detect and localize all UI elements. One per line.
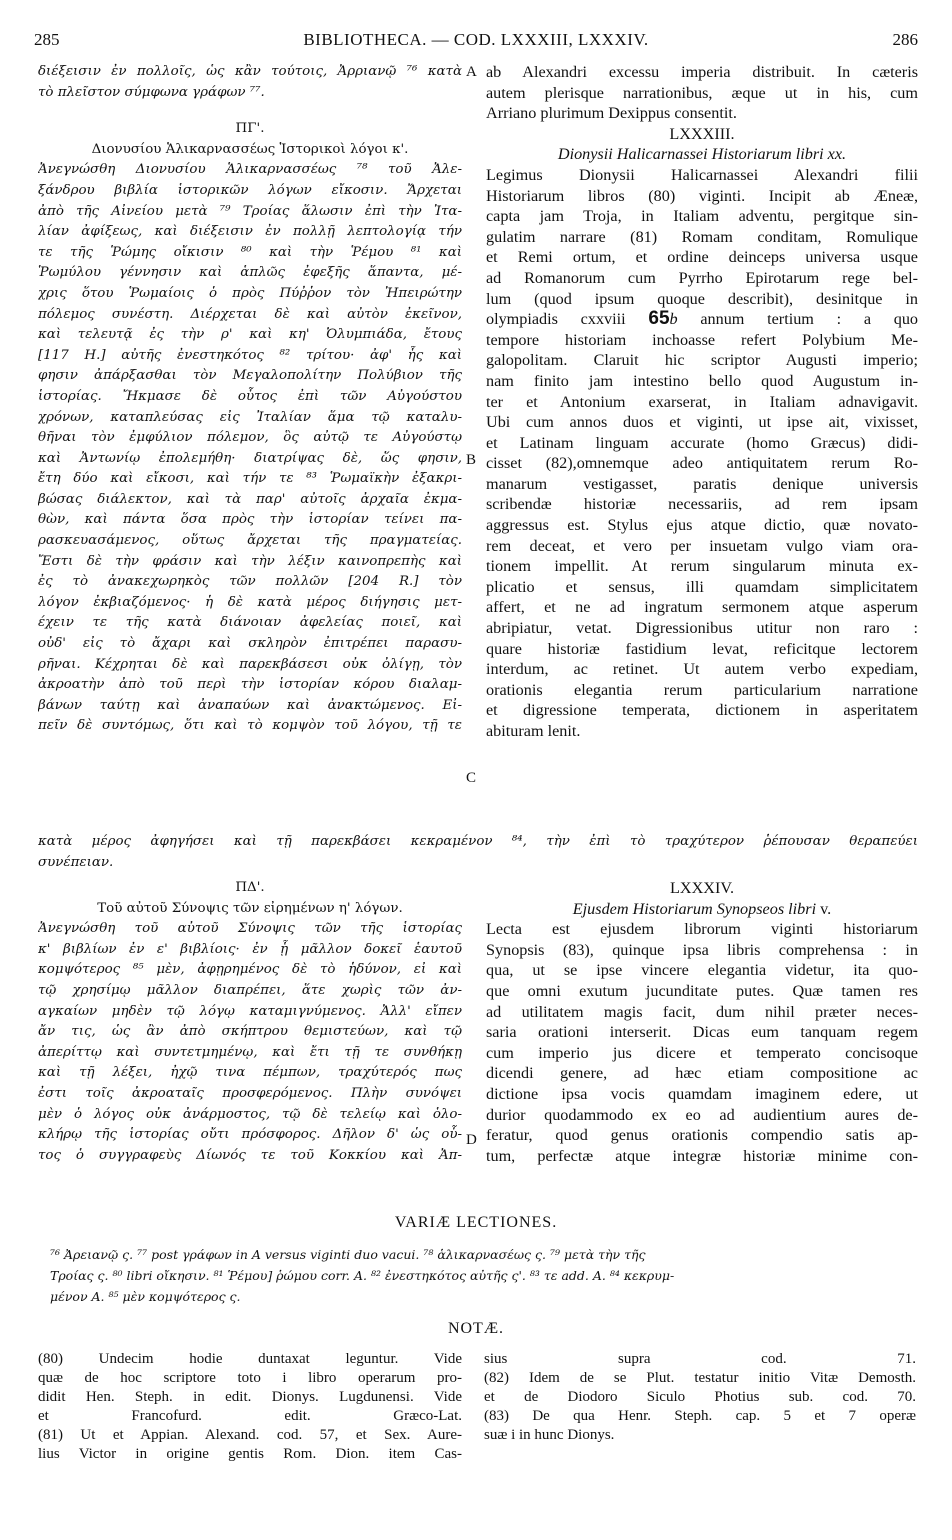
notae-left	[38, 1350, 462, 1464]
greek-line: μὲν ὁ λόγος οὐκ ἀνάρμοστος, τῷ δὲ τελείῳ καὶ ὁλο-	[38, 1106, 462, 1122]
greek-line: τὸ πλεῖστον σύμφωνα γράφων ⁷⁷.	[38, 84, 265, 100]
greek-column-cod84	[38, 878, 462, 1166]
latin-column-cod84	[486, 878, 918, 1166]
greek-line: κομψότερος ⁸⁵ μὲν, ἀφῃρημένος δὲ τὸ ἡδύνον, εἰ καὶ	[38, 962, 462, 978]
codex-83-title-greek: Διονυσίου Ἁλικαρνασσέως Ἱστορικοὶ λόγοι κ'.	[91, 141, 409, 157]
greek-line: ἐς τὸ ἀνακεχωρηκὸς τῶν πολλῶν [204 R.] τὸν	[38, 574, 462, 590]
greek-line: διέξεισιν ἐν πολλοῖς, ὡς κἂν τούτοις, Ἀρριανῷ ⁷⁶ κατὰ	[38, 64, 462, 79]
note-line: et Francofurd. edit. Græco-Lat.	[38, 1408, 462, 1424]
latin-line: orationis elegantia rerum particularium narratione	[486, 680, 918, 699]
greek-line: κλήρῳ τῆς ἱστορίας οὔτι πρόσφορος. Δῆλον δ' ὡς οὗ-	[38, 1127, 462, 1143]
greek-line: φησιν ἀπάρξασθαι τὸν Μεγαλοπολίτην Πολύβιον τῆς	[38, 368, 462, 384]
latin-line: interdum, ac retinet. Ut autem verbo expediam,	[486, 660, 918, 679]
variae-lectiones-title: VARIÆ LECTIONES.	[394, 1214, 558, 1231]
latin-line: dicendi genere, ad hæc etiam compositione ac	[486, 1064, 918, 1083]
latin-line: lum (quod ipsum quoque describit), desinitque in	[486, 289, 918, 308]
greek-line: τε τῆς Ῥώμης οἴκισιν ⁸⁰ καὶ τὴν Ῥέμου ⁸¹ καὶ	[38, 244, 462, 260]
greek-line: πεῖν δὲ συντόμως, ὅτι καὶ τὸ κομψὸν τοῦ λόγου, τῇ τε	[38, 718, 462, 734]
latin-line: ter et Antonium exarserat, in Italiam adnavigavit.	[486, 392, 918, 411]
variae-lectiones	[50, 1244, 918, 1307]
greek-line: ἔτη δύο καὶ εἴκοσι, καὶ τήν τε ⁸³ Ῥωμαϊκὴν ἐξακρι-	[38, 471, 462, 487]
olympiad-text-end: annum tertium : a quo	[700, 310, 918, 329]
greek-line: λίαν ἀφίξεως, καὶ διέξεισιν ἐν πολλῇ λεπτολογίᾳ τήν	[38, 224, 462, 240]
greek-line: έχειν τε τῆς κατὰ διάνοιαν ἀφελείας ποιεῖ, καὶ	[38, 615, 462, 631]
margin-letter-a: A	[466, 64, 477, 80]
latin-line: quare historiæ fastidium levat, reficitque lectorem	[486, 639, 918, 658]
latin-line: nam finito jam intestino bello quod Augustum in-	[486, 371, 918, 390]
latin-line: galopolitam. Claruit hic scriptor Augusti imperio;	[486, 351, 918, 370]
latin-column	[486, 62, 918, 742]
latin-line: saria orationi interserit. Dicas eum tanquam regem	[486, 1023, 918, 1042]
greek-line: ἀκροατὴν ἀπὸ τοῦ περὶ τὴν ἱστορίαν κόρου διαλαμ-	[38, 677, 462, 693]
note-line: (80) Undecim hodie duntaxat leguntur. Vide	[38, 1351, 462, 1367]
greek-line: τῷ χρησίμῳ μᾶλλον διαπρέπει, ἅτε χωρὶς τῶν ἀν-	[38, 982, 462, 998]
latin-line: dictione ipsa vocis quamdam imaginem edere, ut	[486, 1084, 918, 1103]
note-line: suæ i in hunc Dionys.	[484, 1427, 615, 1443]
greek-line: Ῥωμύλου γέννησιν καὶ ἁπλῶς ἐφεξῆς ἅπαντα, μέ-	[38, 265, 462, 281]
latin-line: Lecta est ejusdem librorum viginti historiarum	[486, 920, 918, 939]
latin-line: que omni exutum jucunditate putes. Quæ tamen res	[486, 981, 918, 1000]
greek-line: ἄν τις, ὡς ἂν ἀπὸ σκήπτρου θεμιστεύων, καὶ τῷ	[38, 1024, 462, 1040]
codex-84-title-greek: Τοῦ αὐτοῦ Σύνοψις τῶν εἰρημένων η' λόγων.	[97, 900, 403, 916]
greek-line: θὼν, καὶ πάντα ὅσα πρὸς τὴν ἱστορίαν τείνει πα-	[38, 512, 462, 528]
running-title: BIBLIOTHECA. — COD. LXXXIII, LXXXIV.	[303, 30, 649, 49]
latin-line: abituram lenit.	[486, 722, 581, 740]
codex-84-title-latin	[486, 899, 918, 920]
latin-line: tum, perfectæ atque integræ historiæ minime con-	[486, 1146, 918, 1165]
greek-line: βάνων ταύτῃ καὶ ἀναπαύων καὶ ἀνακτώμενος. Εἰ-	[38, 697, 462, 713]
full-width-line-1: κατὰ μέρος ἀφηγήσει καὶ τῇ παρεκβάσει κεκραμένον ⁸⁴, τὴν ἐπὶ τὸ τραχύτερον ῥέπουσαν θεραπεύει	[38, 834, 918, 849]
greek-line: καὶ τελευτᾷ ἐς τὴν ρ' καὶ κη' Ὀλυμπιάδα, ἔτους	[38, 327, 462, 343]
margin-letter-b: B	[466, 452, 477, 468]
latin-line: Legimus Dionysii Halicarnassei Alexandri filii	[486, 165, 918, 184]
latin-line: et Remi ortum, et ordine deinceps universa usque	[486, 248, 918, 267]
greek-line: κ' βιβλίων ἐν ε' βιβλίοις· ἐν ᾗ μᾶλλον δοκεῖ ἑαυτοῦ	[38, 941, 462, 957]
latin-line: Historiarum libros (80) viginti. Incipit ab Æneæ,	[486, 186, 918, 205]
note-line: (83) De qua Henr. Steph. cap. 5 et 7 operæ	[484, 1408, 916, 1424]
full-width-greek	[38, 832, 918, 873]
greek-line: βώσας διάλεκτον, καὶ τὰ παρ' αὐτοῖς ἀρχαῖα ἐκμα-	[38, 491, 462, 507]
latin-olympiad-line	[486, 309, 918, 330]
greek-line: θῆναι τὸν ἐμφύλιον πόλεμον, ὃς αὐτῷ τε Αὐγούστῳ	[38, 430, 462, 446]
note-line: (81) Ut et Appian. Alexand. cod. 57, et Sex. Aure-	[38, 1427, 462, 1443]
greek-line: αγκαίων μηδὲν τῷ λόγῳ καταμιγνύμενος. Ἀλλ' εἴπεν	[38, 1003, 462, 1019]
full-width-line-2: συνέπειαν.	[38, 854, 114, 870]
latin-line: feratur, quod genus orationis compendio satis ap-	[486, 1126, 918, 1145]
greek-line: τος ὁ συγγραφεὺς Δίωνός τε τοῦ Κοκκίου καὶ Ἀπ-	[38, 1147, 462, 1163]
note-line: sius supra cod. 71.	[484, 1351, 916, 1367]
latin-line: qua, ut se ipse vincere elegantia videtur, ita quo-	[486, 961, 918, 980]
greek-line: χρις ὅτου Ῥωμαίοις ὁ πρὸς Πύῤῥον τὸν Ἠπειρώτην	[38, 285, 462, 301]
latin-line: tionem impellit. At rerum singularum minuta ex-	[486, 557, 918, 576]
note-line: lius Victor in origine gentis Rom. Dion. item Cas-	[38, 1446, 462, 1462]
greek-line: ρασκευασάμενος, οὕτως ἄρχεται τῆς πραγματείας.	[38, 533, 462, 549]
note-line: et de Diodoro Siculo Photius sub. cod. 70.	[484, 1389, 916, 1405]
greek-line: ἀπὸ τῆς Αἰνείου μετὰ ⁷⁹ Τροίας ἅλωσιν ἐπὶ τὴν Ἰτα-	[38, 203, 462, 219]
greek-line: οὐδ' εἰς τὸ ἄχαρι καὶ σκληρὸν ἐπιτρέπει παρασυ-	[38, 636, 462, 652]
latin-line: scribendæ historiæ necessariis, ad rem ipsam	[486, 495, 918, 514]
latin-line: autem plerisque narrationibus, æque ut in his, cum	[486, 83, 918, 102]
note-line: quæ de hoc scriptore toto i libro operarum pro-	[38, 1370, 462, 1386]
codex-84-title-count: v.	[816, 899, 832, 918]
codex-84-number-latin: LXXXIV.	[670, 879, 734, 897]
notae-right	[484, 1350, 916, 1445]
latin-line: abripiatur, vetat. Digressionibus utitur non raro :	[486, 619, 918, 638]
greek-line: ἀπερίττῳ καὶ συντετμημένῳ, καὶ ἔτι τῇ τε συνθήκῃ	[38, 1044, 462, 1060]
margin-letter-c: C	[466, 770, 477, 786]
latin-line: et Latinam linguam accurate (homo Græcus) didi-	[486, 433, 918, 452]
greek-line: πόλεμος συνέστη. Διέρχεται δὲ καὶ αὐτὸν ἐκεῖνον,	[38, 306, 462, 322]
latin-line: aggressus est. Stylus ejus atque dictio, quæ novato-	[486, 516, 918, 535]
greek-column	[38, 62, 462, 737]
codex-83-number-greek: ΠΓ'.	[235, 121, 265, 137]
note-line: didit Hen. Steph. in edit. Dionys. Lugdunensi. Vide	[38, 1389, 462, 1405]
notae-title: NOTÆ.	[447, 1320, 505, 1337]
codex-83-title-latin: Dionysii Halicarnassei Historiarum libri xx.	[557, 145, 847, 164]
latin-line: durior quodammodo ex eo ad audientium aures de-	[486, 1105, 918, 1124]
note-line: (82) Idem de se Plut. testatur initio Vitæ Demosth.	[484, 1370, 916, 1386]
greek-line: χρόνων, καταπλεύσας εἰς Ἰταλίαν ἅμα τῷ καταλυ-	[38, 409, 462, 425]
greek-line: Ἔστι δὲ τὴν φράσιν καὶ τὴν λέξιν καινοπρεπὴς καὶ	[38, 553, 462, 569]
latin-line: Ubi cum annos duos et viginti, ut ipse ait, vixisset,	[486, 413, 918, 432]
latin-line: Synopsis (83), quinque ipsa libris comprehensa : in	[486, 940, 918, 959]
greek-line: καὶ τῇ λέξει, ἠχῷ τινα πέμπων, τραχύτερός πως	[38, 1065, 462, 1081]
latin-line: et digressione temperata, dictionem in asperitatem	[486, 701, 918, 720]
codex-84-title-italic: Ejusdem Historiarum Synopseos libri	[572, 899, 817, 918]
latin-line: cum imperio jus dicere et temperato concisoque	[486, 1043, 918, 1062]
olympiad-text: olympiadis cxxviii	[486, 310, 626, 329]
latin-line: manarum vestigasset, paratis denique universis	[486, 474, 918, 493]
page-number-left: 285	[34, 30, 60, 49]
latin-line: ab Alexandri excessu imperia distribuit. In cæteris	[486, 63, 918, 81]
greek-line: λόγον ἐκβιαζόμενος· ἡ δὲ κατὰ μέρος διήγησις μετ-	[38, 594, 462, 610]
greek-line: ἱστορίας. Ἤκμασε δὲ οὗτος ἐπὶ τῶν Αὐγούστου	[38, 388, 462, 404]
variae-line-3: μένον A. ⁸⁵ μὲν κομψότερος ς.	[50, 1289, 241, 1304]
margin-letter-d: D	[466, 1132, 477, 1148]
latin-line: tempore historiam inchoasse refert Polybium Me-	[486, 330, 918, 349]
page-marker-letter: b	[669, 310, 678, 329]
greek-line: ἐστι τοῖς ἀκροαταῖς προσφερόμενος. Πλὴν συνόψει	[38, 1085, 462, 1101]
codex-84-number-greek: ΠΔ'.	[235, 880, 265, 895]
greek-line: Ἀνεγνώσθη τοῦ αὐτοῦ Σύνοψις τῶν τῆς ἱστορίας	[38, 921, 462, 937]
page-marker: 65	[648, 309, 670, 330]
latin-line: gulatim narrare (81) Romam conditam, Romulique	[486, 227, 918, 246]
latin-line: cisset (82),omnemque adeo antiquitatem rerum Ro-	[486, 454, 918, 473]
codex-83-number-latin: LXXXIII.	[669, 124, 735, 143]
latin-line: ad utilitatem magis facit, dum nihil præter neces-	[486, 1002, 918, 1021]
latin-line: affert, et ne ad ingratum sermonem atque asperum	[486, 598, 918, 617]
variae-line-1: ⁷⁶ Ἀρειανῷ ς. ⁷⁷ post γράφων in A versus viginti duo vacui. ⁷⁸ ἁλικαρνασέως ς. ⁷⁹ μετὰ τὴν τῆς	[50, 1247, 646, 1262]
latin-line: Arriano plurimum Dexippus consentit.	[486, 104, 737, 123]
greek-line: ξάνδρου βιβλία ἱστορικῶν λόγων εἴκοσιν. Ἄρχεται	[38, 182, 462, 198]
latin-line: capta jam Troja, in Italiam adventu, pergitque sin-	[486, 207, 918, 226]
page-number-right: 286	[892, 30, 918, 49]
latin-line: plicatio et sensus, illi quamdam simplicitatem	[486, 577, 918, 596]
running-header	[34, 30, 918, 52]
variae-line-2: Τροίας ς. ⁸⁰ libri οἴκησιν. ⁸¹ Ῥέμου] ῥώμου corr. A. ⁸² ἐνεστηκότος αὐτῆς ς'. ⁸³ τε add. A. ⁸⁴ κεκρυμ-	[50, 1268, 675, 1283]
greek-line: ρῆναι. Κέχρηται δὲ καὶ παρεκβάσεσι οὐκ ὀλίγῃ, τὸν	[38, 656, 462, 672]
greek-line: Ἀνεγνώσθη Διονυσίου Ἁλικαρνασσέως ⁷⁸ τοῦ Ἀλε-	[38, 162, 462, 178]
latin-line: ad Romanorum cum Pyrrho Epirotarum rege bel-	[486, 268, 918, 287]
greek-line: [117 H.] αὐτῆς ἐνεστηκότος ⁸² τρίτου· ἀφ' ἧς καὶ	[38, 347, 462, 363]
greek-line: καὶ Ἀντωνίῳ ἐπολεμήθη· διατρίψας δὲ, ὥς φησιν,	[38, 450, 462, 466]
latin-line: rem deceat, et vero per insuetam vulgo viam ora-	[486, 536, 918, 555]
